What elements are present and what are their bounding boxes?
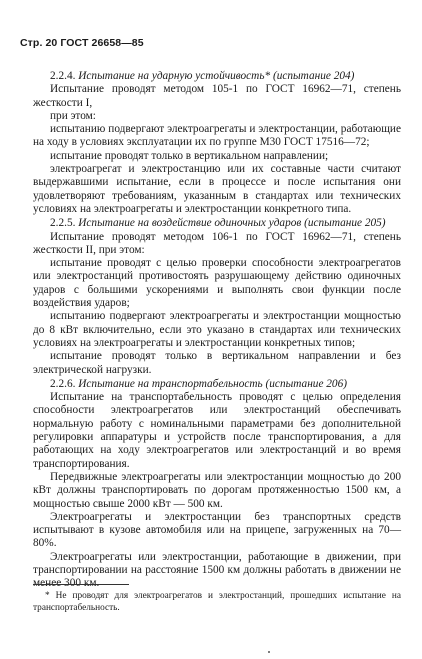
paragraph: испытание проводят с целью проверки способности электроагрегатов или электростанций противостоять разрушающему действию одиночных ударов с большими ускорениями и выполнять свои функции после воздействия ударов; bbox=[33, 257, 401, 310]
running-head: Стр. 20 ГОСТ 26658—85 bbox=[20, 37, 144, 49]
document-body bbox=[33, 69, 401, 591]
paragraph: Испытание проводят методом 105-1 по ГОСТ 16962—71, степень жесткости I, bbox=[33, 83, 401, 109]
section-title: Испытание на ударную устойчивость* (испытание 204) bbox=[78, 70, 355, 82]
print-speck bbox=[268, 651, 270, 653]
paragraph: Испытание на транспортабельность проводят с целью определения способности электроагрегатов или электростанций обеспечивать нормальную работу с номинальными параметрами без дополнительной регулировки аппаратуры и устройств после транспортирования, а для работающих на ходу электроагрегатов или электростанций и во время транспортирования. bbox=[33, 391, 401, 470]
paragraph: испытание проводят только в вертикальном направлении и без электрической нагрузки. bbox=[33, 350, 401, 376]
paragraph: испытание проводят только в вертикальном направлении; bbox=[50, 149, 329, 162]
section-title: Испытание на транспортабельность (испытание 206) bbox=[78, 377, 347, 390]
paragraph: испытанию подвергают электроагрегаты и электростанции, работающие на ходу в условиях эксплуатации их по группе М30 ГОСТ 17516—72; bbox=[33, 123, 401, 149]
paragraph: испытанию подвергают электроагрегаты и электростанции мощностью до 8 кВт включительно, если это указано в стандартах или технических условиях на электроагрегаты и электростанции конкретных типов; bbox=[33, 310, 401, 349]
paragraph: при этом: bbox=[50, 109, 96, 122]
footnote bbox=[33, 591, 401, 614]
footnote-divider bbox=[33, 584, 129, 585]
paragraph: Электроагрегаты и электростанции без транспортных средств испытывают в кузове автомобиля или на прицепе, загруженных на 70—80%. bbox=[33, 510, 401, 550]
paragraph: Испытание проводят методом 106-1 по ГОСТ 16962—71, степень жесткости II, при этом: bbox=[33, 230, 401, 256]
footnote-text: * Не проводят для электроагрегатов и электростанций, прошедших испытание на транспортабельность. bbox=[33, 591, 401, 613]
section-title: Испытание на воздействие одиночных ударов (испытание 205) bbox=[78, 217, 386, 230]
section-heading-2-2-4 bbox=[33, 70, 401, 83]
paragraph: Электроагрегаты или электростанции, работающие в движении, при транспортировании на расстояние 1500 км должны работать в движении не менее 300 км. bbox=[33, 550, 401, 590]
section-number: 2.2.4. bbox=[50, 70, 79, 82]
paragraph: электроагрегат и электростанцию или их составные части считают выдержавшими испытание, если в процессе и после испытания они удовлетворяют требованиям, указанным в стандартах или технических условиях на электроагрегаты и электростанции конкретного типа. bbox=[33, 163, 401, 215]
section-number: 2.2.6. bbox=[50, 377, 79, 390]
section-number: 2.2.5. bbox=[50, 217, 79, 230]
section-heading-2-2-6 bbox=[33, 378, 401, 391]
paragraph: Передвижные электроагрегаты или электростанции мощностью до 200 кВт должны транспортировать по дорогам протяженностью 1500 км, а мощностью свыше 2000 кВт — 500 км. bbox=[33, 470, 401, 510]
section-heading-2-2-5 bbox=[33, 217, 401, 230]
